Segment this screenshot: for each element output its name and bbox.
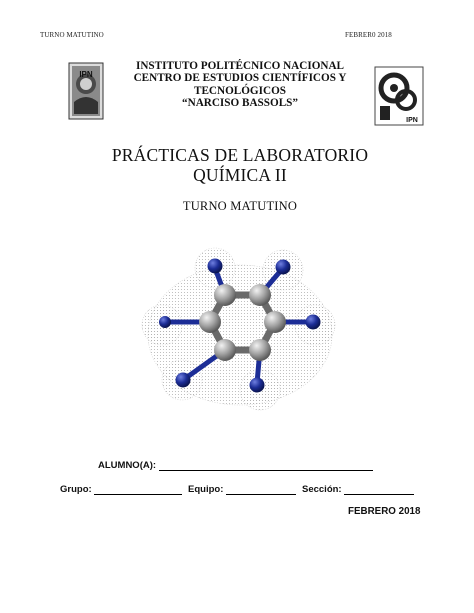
group-label: Grupo:: [60, 484, 92, 495]
cecyt-logo: [374, 66, 424, 126]
molecule-illustration: [120, 240, 360, 420]
institution-line-3: TECNOLÓGICOS: [193, 84, 286, 97]
ipn-logo-text: IPN: [79, 70, 93, 79]
student-label: ALUMNO(A):: [98, 460, 157, 471]
student-line[interactable]: [159, 459, 373, 471]
institution-line-2: CENTRO DE ESTUDIOS CIENTÍFICOS Y: [133, 72, 347, 85]
institution-line-1: INSTITUTO POLITÉCNICO NACIONAL: [135, 60, 345, 72]
student-field[interactable]: [98, 459, 373, 471]
team-line[interactable]: [226, 483, 296, 495]
footer-date: FEBRERO 2018: [348, 506, 421, 517]
group-field[interactable]: [60, 483, 182, 495]
shift-label: TURNO MATUTINO: [182, 199, 298, 213]
title-line-2: QUÍMICA II: [193, 165, 287, 185]
page-title: [80, 145, 400, 185]
institution-block: [120, 60, 360, 110]
electron-cloud: [142, 248, 335, 410]
ipn-logo: [68, 62, 104, 120]
team-label: Equipo:: [188, 484, 224, 495]
cecyt-logo-text: IPN: [406, 117, 418, 124]
title-line-1: PRÁCTICAS DE LABORATORIO: [111, 145, 369, 165]
section-field[interactable]: [302, 483, 414, 495]
team-field[interactable]: [188, 483, 296, 495]
institution-line-4: “NARCISO BASSOLS”: [182, 97, 298, 110]
section-line[interactable]: [344, 483, 414, 495]
header-left: TURNO MATUTINO: [40, 31, 104, 39]
section-label: Sección:: [302, 484, 342, 495]
header-right: FEBRER0 2018: [345, 31, 392, 39]
group-line[interactable]: [94, 483, 182, 495]
